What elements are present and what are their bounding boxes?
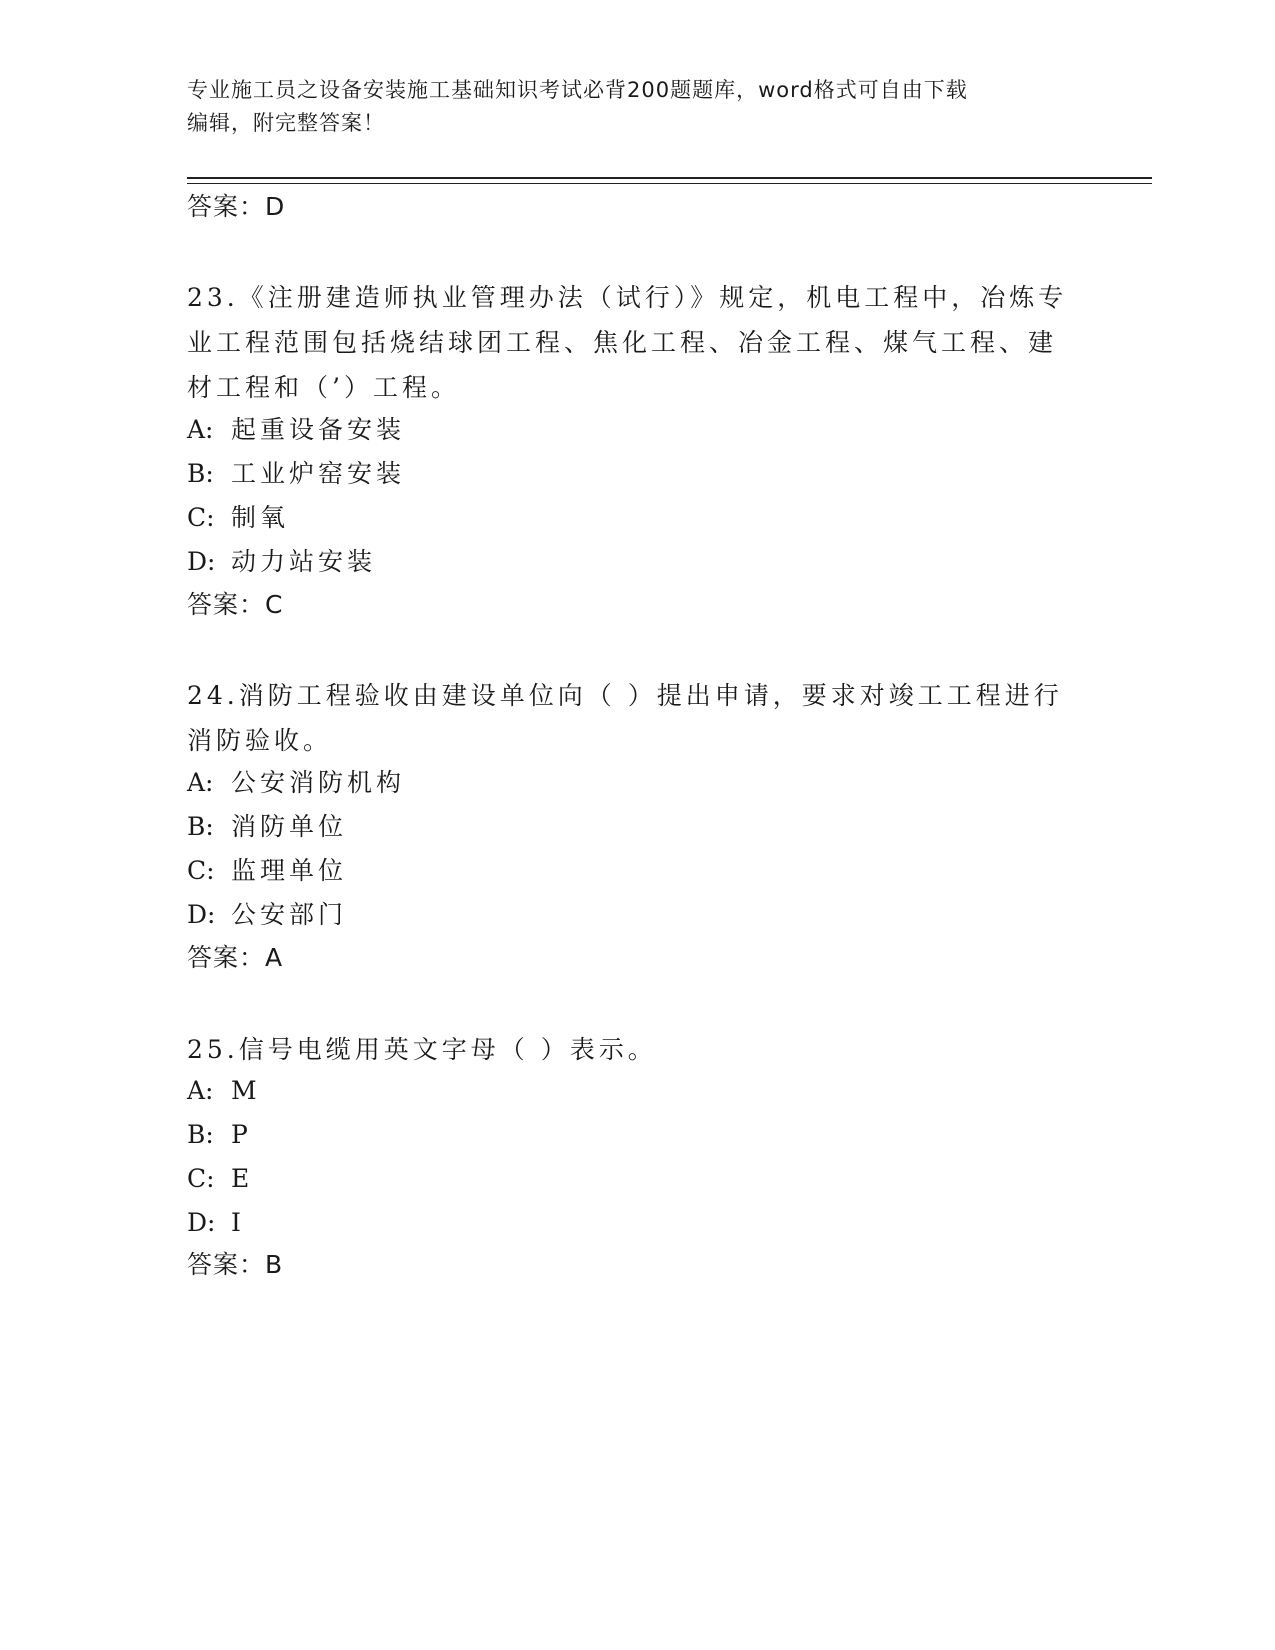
question-23-option-d [187,547,376,577]
question-25-answer [187,1250,283,1280]
question-25-option-d [187,1208,245,1238]
header-divider-thick [187,177,1152,179]
option-text: 起重设备安装 [231,415,406,444]
answer-label: 答案： [187,192,266,221]
header-line-2: 编辑，附完整答案！ [187,111,385,135]
question-23-option-b [187,459,405,489]
question-25-option-b [187,1120,252,1150]
option-text: 工业炉窑安装 [231,459,406,488]
option-text: 动力站安装 [231,547,377,576]
answer-value: A [265,943,284,972]
answer-value: C [265,590,284,619]
option-label: A: [187,768,214,797]
option-label: B: [187,812,214,841]
header-divider-thin [187,183,1152,184]
option-text: E [231,1164,254,1193]
document-header [187,74,1067,140]
option-label: C: [187,856,215,885]
header-line-1: 专业施工员之设备安装施工基础知识考试必背200题题库，word格式可自由下载 [187,78,968,102]
answer-label: 答案： [187,943,266,972]
option-label: B: [187,459,214,488]
option-text: 监理单位 [231,856,348,885]
option-text: 公安部门 [231,900,348,929]
previous-answer [187,192,285,222]
question-24-option-c [187,856,347,886]
question-23-option-c [187,503,289,533]
option-text: 消防单位 [231,812,348,841]
option-label: C: [187,503,215,532]
question-24-option-d [187,900,347,930]
answer-value: D [265,192,286,221]
option-label: A: [187,1076,214,1105]
option-label: C: [187,1164,215,1193]
question-23-option-a [187,415,405,445]
question-24-option-b [187,812,347,842]
question-24-option-a [187,768,405,798]
option-label: D: [187,547,216,576]
option-label: D: [187,900,216,929]
option-text: 制氧 [231,503,290,532]
question-24-stem: 24.消防工程验收由建设单位向（ ）提出申请，要求对竣工工程进行消防验收。 [187,681,1063,755]
question-23-answer [187,590,283,620]
answer-value: B [265,1250,284,1279]
option-label: A: [187,415,214,444]
option-text: P [231,1120,252,1149]
question-25-stem: 25.信号电缆用英文字母（ ）表示。 [187,1035,657,1064]
question-25-option-c [187,1164,253,1194]
option-label: D: [187,1208,216,1237]
answer-label: 答案： [187,590,266,619]
answer-label: 答案： [187,1250,266,1279]
question-24-answer [187,943,283,973]
question-25-option-a [187,1076,261,1106]
option-text: M [231,1076,261,1105]
option-text: I [231,1208,245,1237]
option-text: 公安消防机构 [231,768,406,797]
question-23-stem: 23.《注册建造师执业管理办法（试行）》规定，机电工程中，冶炼专业工程范围包括烧结球团工程、焦化工程、冶金工程、煤气工程、建材工程和（’）工程。 [187,283,1068,402]
option-label: B: [187,1120,214,1149]
